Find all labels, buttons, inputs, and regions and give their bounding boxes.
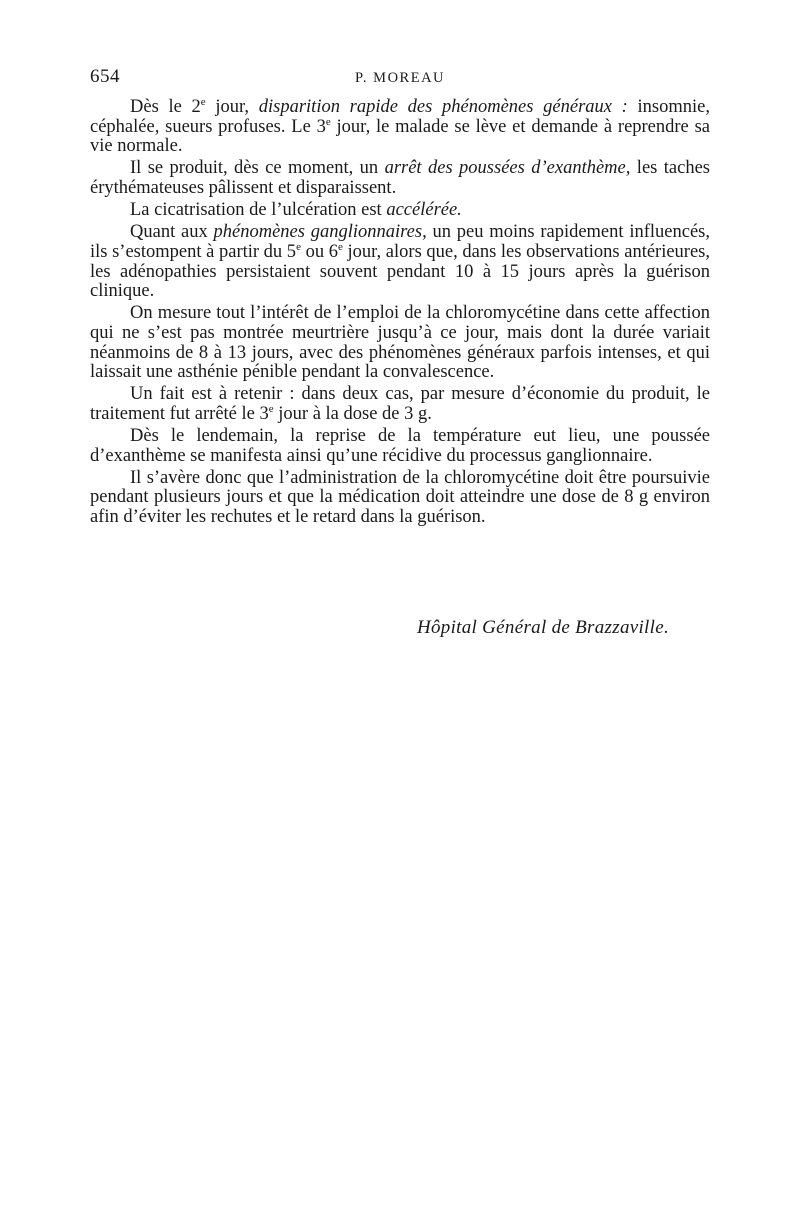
paragraph-6: Un fait est à retenir : dans deux cas, par mesure d’économie du produit, le traitement fut arrêté le 3e jour à la dose de 3 g. bbox=[90, 384, 710, 424]
emphasis: phénomènes ganglionnaires, bbox=[213, 222, 427, 243]
body-text bbox=[90, 95, 711, 530]
paragraph-7: Dès le lendemain, la reprise de la température eut lieu, une poussée d’exanthème se manifesta ainsi qu’une récidive du processus ganglionnaire. bbox=[90, 426, 710, 466]
emphasis: accélérée. bbox=[386, 200, 462, 221]
running-head: P. MOREAU bbox=[354, 70, 446, 86]
signature-affiliation: Hôpital Général de Brazzaville. bbox=[416, 617, 669, 638]
paragraph-2: Il se produit, dès ce moment, un arrêt des poussées d’exanthème, les taches érythémateuses pâlissent et disparaissent. bbox=[90, 158, 711, 198]
emphasis: arrêt des poussées d’exanthème, bbox=[384, 158, 631, 179]
emphasis: disparition rapide des phénomènes généraux : bbox=[258, 97, 628, 117]
paragraph-5: On mesure tout l’intérêt de l’emploi de la chloromycétine dans cette affection qui ne s’est pas montrée meurtrière jusqu’à ce jour, mais dont la durée variait néanmoins de 8 à 13 jours, avec des phénomènes généraux parfois intenses, et qui laissait une asthénie pénible pendant la convalescence. bbox=[90, 303, 710, 383]
paragraph-1: Dès le 2e jour, disparition rapide des phénomènes généraux : insomnie, céphalée, sueurs profuses. Le 3e jour, le malade se lève et demande à reprendre sa vie normale. bbox=[90, 95, 710, 157]
paragraph-8: Il s’avère donc que l’administration de la chloromycétine doit être poursuivie pendant plusieurs jours et que la médication doit atteindre une dose de 8 g environ afin d’éviter les rechutes et le retard dans la guérison. bbox=[90, 467, 710, 528]
page-number: 654 bbox=[90, 66, 120, 87]
paragraph-4: Quant aux phénomènes ganglionnaires, un peu moins rapidement influencés, ils s’estompent à partir du 5e ou 6e jour, alors que, dans les observations antérieures, les adénopathies persistaient souvent pendant 10 à 15 jours après la guérison clinique. bbox=[90, 222, 710, 302]
paragraph-3: La cicatrisation de l’ulcération est accélérée. bbox=[130, 200, 462, 221]
